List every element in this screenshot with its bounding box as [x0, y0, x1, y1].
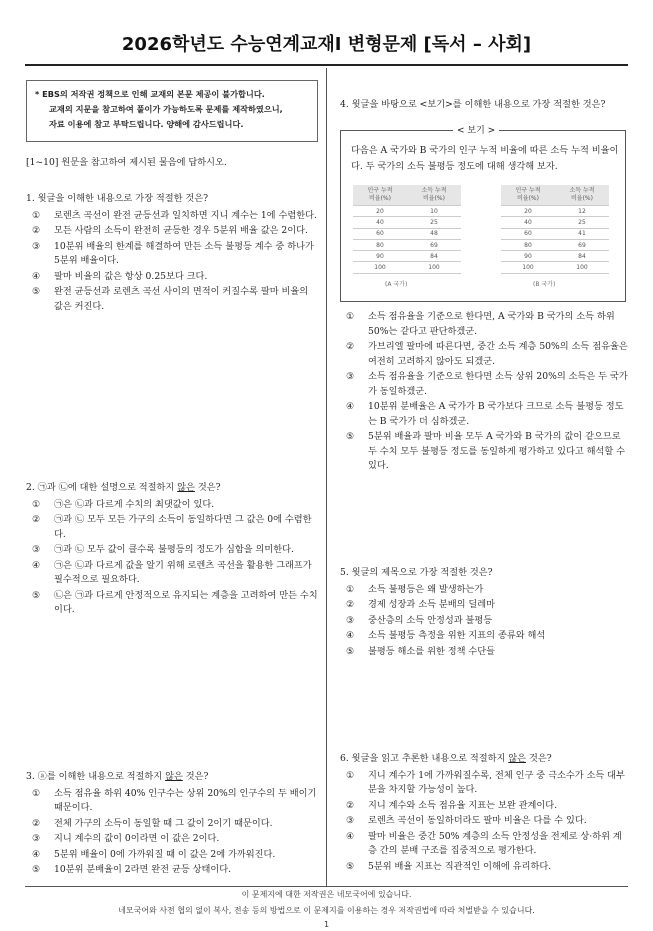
option-number: ③ — [32, 240, 41, 252]
question-1-options — [26, 209, 318, 315]
option-text: 모든 사람의 소득이 완전히 균등한 경우 5분위 배율 값은 2이다. — [54, 225, 308, 236]
table-cell: 48 — [407, 228, 461, 239]
option-number: ② — [32, 225, 41, 236]
option-number: ① — [32, 498, 41, 510]
q5-option-2[interactable] — [340, 598, 630, 613]
option-number: ④ — [32, 270, 41, 282]
option-number: ⑤ — [346, 860, 355, 872]
question-2-stem-post: 것은? — [194, 482, 221, 493]
option-text: 소득 점유율 하위 40% 인구수는 상위 20%의 인구수의 두 배이기 때문이다. — [54, 787, 317, 813]
table-cell: 84 — [555, 251, 609, 262]
table-cell: 60 — [501, 228, 555, 239]
q6-option-2[interactable] — [340, 799, 630, 814]
table-row — [353, 228, 461, 239]
option-text: 전체 가구의 소득이 동일할 때 그 값이 2이기 때문이다. — [54, 817, 273, 829]
option-text: 중산층의 소득 안정성과 불평등 — [368, 614, 493, 626]
table-cell: 60 — [353, 228, 407, 239]
q4-option-4[interactable] — [340, 400, 630, 429]
option-number: ① — [32, 209, 41, 221]
table-cell: 84 — [407, 251, 461, 262]
q5-option-5[interactable] — [340, 645, 630, 660]
q3-option-2[interactable] — [26, 817, 318, 832]
table-cell: 25 — [555, 217, 609, 228]
q4-option-1[interactable] — [340, 310, 630, 339]
table-cell: 69 — [407, 239, 461, 250]
option-text: 가브리엘 팔마에 따른다면, 중간 소득 계층 50%의 소득 점유율은 여전히 고려하지 않아도 되겠군. — [368, 341, 628, 367]
option-number: ② — [346, 599, 355, 610]
option-number: ⑤ — [346, 431, 355, 442]
option-number: ④ — [32, 559, 41, 571]
q3-option-1[interactable] — [26, 787, 318, 816]
question-6-stem-post: 것은? — [526, 753, 552, 764]
table-row — [501, 228, 609, 239]
option-text: 소득 불평등 측정을 위한 지표의 종류와 해석 — [368, 630, 546, 641]
q6-option-3[interactable] — [340, 814, 630, 829]
table-cell: 80 — [353, 239, 407, 250]
table-cell: 90 — [353, 251, 407, 262]
q6-option-4[interactable] — [340, 830, 630, 859]
question-3-stem — [26, 770, 318, 785]
table-row — [501, 262, 609, 273]
table-cell: 20 — [353, 206, 407, 217]
table-row — [353, 206, 461, 217]
table-cell: 40 — [353, 217, 407, 228]
option-number: ⑤ — [32, 864, 41, 875]
option-text: 지니 계수의 값이 0이라면 이 값은 2이다. — [54, 833, 220, 844]
q1-option-3[interactable] — [26, 240, 318, 269]
q5-option-3[interactable] — [340, 614, 630, 629]
footer-copyright: 이 문제지에 대한 저작권은 네모국어에 있습니다. — [241, 890, 412, 899]
q3-option-5[interactable] — [26, 863, 318, 878]
table-a — [353, 185, 461, 274]
option-number: ① — [346, 769, 355, 781]
option-number: ③ — [32, 544, 41, 555]
option-number: ② — [32, 514, 41, 525]
option-text: 10분위 배율의 한계를 해결하여 만든 소득 불평등 계수 중 하나가 5분위 배율이다. — [54, 240, 314, 266]
option-text: 소득 점유율을 기준으로 한다면, A 국가와 B 국가의 소득 하위 50%는 같다고 판단하겠군. — [368, 311, 615, 337]
question-4-stem: 4. 윗글을 바탕으로 <보기>를 이해한 내용으로 가장 적절한 것은? — [340, 99, 606, 110]
option-text: 팔마 비율의 값은 항상 0.25보다 크다. — [54, 270, 208, 282]
footer-rule — [25, 886, 628, 887]
option-text: ㉠과 ㉡ 모두 값이 클수록 불평등의 정도가 심함을 의미한다. — [54, 544, 294, 555]
question-6 — [340, 752, 630, 875]
option-text: 5분위 배율 지표는 직관적인 이해에 유리하다. — [368, 860, 552, 872]
option-number: ① — [32, 787, 41, 799]
question-2-stem — [26, 481, 318, 496]
option-number: ④ — [346, 401, 355, 412]
option-number: ⑤ — [346, 645, 355, 657]
option-number: ② — [32, 817, 41, 829]
question-4 — [340, 310, 630, 475]
bogi-text: 다음은 A 국가와 B 국가의 인구 누적 비율에 따른 소득 누적 비율이다. 두 국가의 소득 불평등 정도에 대해 생각해 보자. — [351, 145, 619, 172]
question-6-stem — [340, 752, 630, 767]
option-text: 10분위 분배율은 A 국가가 B 국가보다 크므로 소득 불평등 정도는 B 국가가 더 심하겠군. — [368, 401, 624, 427]
table-row — [501, 239, 609, 250]
q2-option-1[interactable] — [26, 498, 318, 513]
q5-option-1[interactable] — [340, 583, 630, 598]
option-number: ④ — [346, 830, 355, 842]
column-divider — [326, 68, 327, 886]
option-number: ③ — [346, 371, 355, 382]
footer-warning: 네모국어와 사전 협의 없이 복사, 전송 등의 방법으로 이 문제지를 이용하는 경우 저작권법에 따라 처벌받을 수 있습니다. — [118, 906, 535, 915]
table-row — [353, 217, 461, 228]
page-number: 1 — [323, 920, 330, 929]
table-row — [501, 206, 609, 217]
q4-option-2[interactable] — [340, 340, 630, 369]
table-cell: 100 — [555, 262, 609, 273]
option-text: ㉡은 ㉠과 다르게 안정적으로 유지되는 계층을 고려하여 만든 수치이다. — [54, 589, 318, 615]
question-6-stem-pre: 6. 윗글을 읽고 추론한 내용으로 적절하지 — [340, 753, 509, 764]
question-3-options — [26, 787, 318, 878]
question-5-stem: 5. 윗글의 제목으로 가장 적절한 것은? — [340, 567, 493, 578]
option-text: 지니 계수가 1에 가까워질수록, 전체 인구 중 극소수가 소득 대부분을 차지할 가능성이 높다. — [368, 769, 625, 795]
q2-option-3[interactable] — [26, 543, 318, 558]
table-row — [353, 262, 461, 273]
option-number: ⑤ — [32, 286, 41, 297]
option-text: ㉠은 ㉡과 다르게 수치의 최댓값이 있다. — [54, 498, 215, 510]
question-3-stem-post: 것은? — [182, 771, 209, 782]
q2-option-4[interactable] — [26, 559, 318, 588]
option-number: ④ — [346, 630, 355, 641]
option-number: ② — [346, 341, 355, 352]
title-rule — [25, 64, 628, 66]
q1-option-5[interactable] — [26, 285, 318, 314]
bogi-box — [340, 126, 626, 302]
option-text: 5분위 배율이 0에 가까워질 때 이 값은 2에 가까워진다. — [54, 848, 276, 860]
option-text: 지니 계수와 소득 점유율 지표는 보완 관계이다. — [368, 799, 558, 811]
table-b-caption: (B 국가) — [533, 281, 556, 288]
q1-option-1[interactable] — [26, 209, 318, 224]
page-title: 2026학년도 수능연계교재Ⅰ 변형문제 [독서 – 사회] — [121, 34, 532, 55]
question-2-stem-underline: 않은 — [177, 482, 195, 493]
question-2-stem-pre: 2. ㉠과 ㉡에 대한 설명으로 적절하지 — [26, 482, 178, 493]
option-number: ③ — [346, 614, 355, 626]
option-text: 소득 점유율을 기준으로 한다면 소득 상위 20%의 소득은 두 국가가 동일하겠군. — [368, 371, 628, 397]
table-cell: 100 — [353, 262, 407, 273]
option-text: ㉠과 ㉡ 모두 모든 가구의 소득이 동일하다면 그 값은 0에 수렴한다. — [54, 514, 312, 540]
notice-line-1: * EBS의 저작권 정책으로 인해 교재의 본문 제공이 불가합니다. — [35, 89, 265, 99]
question-3 — [26, 770, 318, 879]
option-number: ② — [346, 799, 355, 811]
option-number: ③ — [32, 833, 41, 844]
q3-option-4[interactable] — [26, 848, 318, 863]
notice-line-2: 교재의 지문을 참고하여 풀이가 가능하도록 문제를 제작하였으니, — [49, 104, 283, 114]
notice-line-3: 자료 이용에 참고 부탁드립니다. 양해에 감사드립니다. — [49, 119, 244, 129]
q6-option-5[interactable] — [340, 860, 630, 875]
table-cell: 41 — [555, 228, 609, 239]
option-number: ③ — [346, 815, 355, 826]
instruction: [1~10] 원문을 참고하여 제시된 물음에 답하시오. — [26, 157, 227, 168]
q1-option-2[interactable] — [26, 224, 318, 239]
q4-option-3[interactable] — [340, 370, 630, 399]
q5-option-4[interactable] — [340, 629, 630, 644]
option-text: 10분위 분배율이 2라면 완전 균등 상태이다. — [54, 864, 232, 875]
question-5 — [340, 566, 630, 660]
option-text: 완전 균등선과 로렌츠 곡선 사이의 면적이 커질수록 팔마 비율의 값은 커진다. — [54, 286, 309, 312]
option-number: ① — [346, 311, 355, 322]
q4-option-5[interactable] — [340, 430, 630, 474]
question-1-stem: 1. 윗글을 이해한 내용으로 가장 적절한 것은? — [26, 193, 209, 204]
copyright-notice-box — [26, 80, 318, 142]
option-number: ⑤ — [32, 589, 41, 601]
question-4-options — [340, 310, 630, 474]
table-cell: 100 — [407, 262, 461, 273]
q2-option-5[interactable] — [26, 589, 318, 618]
option-text: 소득 불평등은 왜 발생하는가 — [368, 583, 484, 595]
option-text: 경제 성장과 소득 분배의 딜레마 — [368, 599, 496, 610]
option-text: 5분위 배율과 팔마 비율 모두 A 국가와 B 국가의 값이 같으므로 두 수치 모두 불평등 정도를 동일하게 평가하고 있다고 해석할 수 있다. — [368, 431, 626, 471]
question-1 — [26, 192, 318, 315]
table-cell: 12 — [555, 206, 609, 217]
option-number: ④ — [32, 848, 41, 860]
option-text: ㉠은 ㉡과 다르게 값을 알기 위해 로렌츠 곡선을 활용한 그래프가 필수적으로 필요하다. — [54, 559, 312, 585]
question-3-stem-underline: 않은 — [165, 771, 183, 782]
option-text: 로렌츠 곡선이 동일하더라도 팔마 비율은 다를 수 있다. — [368, 815, 587, 826]
q6-option-1[interactable] — [340, 769, 630, 798]
option-text: 로렌츠 곡선이 완전 균등선과 일치하면 지니 계수는 1에 수렴한다. — [54, 209, 317, 221]
option-text: 불평등 해소를 위한 정책 수단들 — [368, 645, 496, 657]
question-2-options — [26, 498, 318, 618]
question-5-options — [340, 583, 630, 660]
question-6-stem-underline: 않은 — [508, 753, 527, 764]
table-cell: 90 — [501, 251, 555, 262]
option-text: 팔마 비율은 중간 50% 계층의 소득 안정성을 전제로 상·하위 계층 간의 분배 구조를 집중적으로 평가한다. — [368, 830, 622, 856]
table-cell: 25 — [407, 217, 461, 228]
table-row — [353, 239, 461, 250]
table-row — [353, 251, 461, 262]
table-b-header-population: 인구 누적 비율(%) — [501, 185, 555, 206]
option-number: ① — [346, 583, 355, 595]
q3-option-3[interactable] — [26, 832, 318, 847]
table-row — [501, 251, 609, 262]
q1-option-4[interactable] — [26, 270, 318, 285]
table-cell: 100 — [501, 262, 555, 273]
question-6-options — [340, 769, 630, 875]
table-a-header-income: 소득 누적 비율(%) — [407, 185, 461, 206]
table-cell: 20 — [501, 206, 555, 217]
bogi-label: < 보기 > — [453, 123, 499, 136]
q2-option-2[interactable] — [26, 513, 318, 542]
table-cell: 69 — [555, 239, 609, 250]
question-3-stem-pre: 3. ⓐ를 이해한 내용으로 적절하지 — [26, 771, 166, 782]
table-cell: 80 — [501, 239, 555, 250]
table-row — [501, 217, 609, 228]
table-a-caption: (A 국가) — [385, 281, 408, 288]
question-2 — [26, 481, 318, 619]
table-a-header-population: 인구 누적 비율(%) — [353, 185, 407, 206]
table-cell: 10 — [407, 206, 461, 217]
table-cell: 40 — [501, 217, 555, 228]
table-b-header-income: 소득 누적 비율(%) — [555, 185, 609, 206]
table-b — [501, 185, 609, 274]
